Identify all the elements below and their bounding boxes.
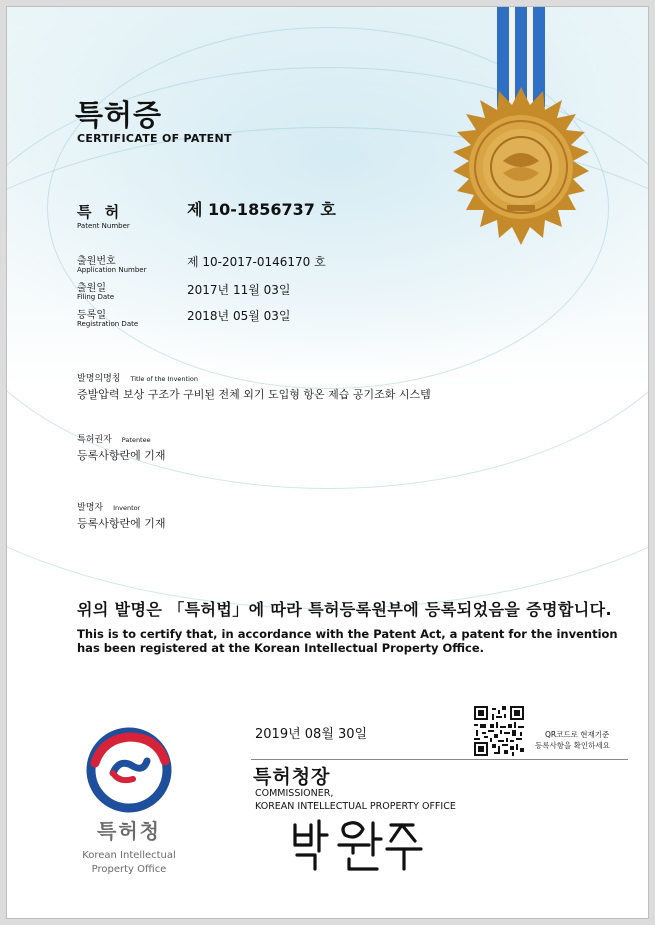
registration-date-label-ko: 등록일 bbox=[77, 310, 106, 321]
filing-date-value: 2017년 11월 03일 bbox=[187, 283, 291, 297]
gold-seal-medal bbox=[439, 7, 609, 261]
qr-note bbox=[535, 729, 610, 751]
commissioner-title-en-line1: COMMISSIONER, bbox=[255, 788, 334, 799]
patentee-label-ko: 특허권자 bbox=[77, 435, 112, 445]
commissioner-signature bbox=[287, 815, 437, 879]
inventor-label bbox=[77, 500, 140, 513]
qr-note-line2: 등록사항을 확인하세요 bbox=[535, 741, 610, 750]
invention-title-value: 증발압력 보상 구조가 구비된 전체 외기 도입형 항온 제습 공기조화 시스템 bbox=[77, 388, 431, 401]
kipo-logo-text-ko: 특허청 bbox=[97, 819, 161, 843]
commissioner-divider bbox=[251, 759, 628, 760]
registration-date-value: 2018년 05월 03일 bbox=[187, 309, 291, 323]
kipo-logo-text-en bbox=[57, 849, 201, 877]
kipo-taegeuk-logo bbox=[73, 725, 185, 819]
commissioner-title-ko: 특허청장 bbox=[253, 766, 331, 788]
certificate-title-ko: 특허증 bbox=[75, 98, 163, 132]
commissioner-title-en-line2: KOREAN INTELLECTUAL PROPERTY OFFICE bbox=[255, 801, 456, 812]
patent-number-label-ko: 특 허 bbox=[77, 203, 124, 221]
kipo-logo-text-en-line2: Property Office bbox=[91, 864, 167, 875]
qr-note-line1: QR코드로 현재기준 bbox=[545, 730, 610, 739]
certificate-title-en: CERTIFICATE OF PATENT bbox=[77, 132, 232, 145]
kipo-logo-text-en-line1: Korean Intellectual bbox=[82, 850, 176, 861]
patent-number-label-en: Patent Number bbox=[77, 222, 130, 230]
issue-date: 2019년 08월 30일 bbox=[255, 727, 368, 742]
inventor-value: 등록사항란에 기재 bbox=[77, 517, 166, 530]
patent-number-value: 제 10-1856737 호 bbox=[187, 200, 336, 219]
commissioner-title-en bbox=[255, 787, 456, 813]
invention-title-label-en: Title of the Invention bbox=[130, 375, 198, 383]
qr-code[interactable] bbox=[474, 706, 524, 756]
invention-title-label bbox=[77, 371, 198, 384]
inventor-label-en: Inventor bbox=[113, 504, 141, 512]
patentee-label bbox=[77, 432, 151, 445]
inventor-label-ko: 발명자 bbox=[77, 503, 104, 513]
application-number-label-ko: 출원번호 bbox=[77, 256, 116, 267]
certification-text-ko: 위의 발명은 「특허법」에 따라 특허등록원부에 등록되었음을 증명합니다. bbox=[77, 600, 612, 619]
filing-date-label-ko: 출원일 bbox=[77, 283, 106, 294]
invention-title-label-ko: 발명의명칭 bbox=[77, 374, 121, 384]
certificate-page bbox=[6, 6, 649, 919]
filing-date-label-en: Filing Date bbox=[77, 293, 115, 301]
patentee-value: 등록사항란에 기재 bbox=[77, 449, 166, 462]
patentee-label-en: Patentee bbox=[121, 436, 151, 444]
application-number-value: 제 10-2017-0146170 호 bbox=[187, 255, 326, 269]
application-number-label-en: Application Number bbox=[77, 266, 147, 274]
certification-text-en: This is to certify that, in accordance with the Patent Act, a patent for the invention has been registered at the Korean Intellectual Property Office. bbox=[77, 627, 618, 655]
registration-date-label-en: Registration Date bbox=[77, 320, 139, 328]
